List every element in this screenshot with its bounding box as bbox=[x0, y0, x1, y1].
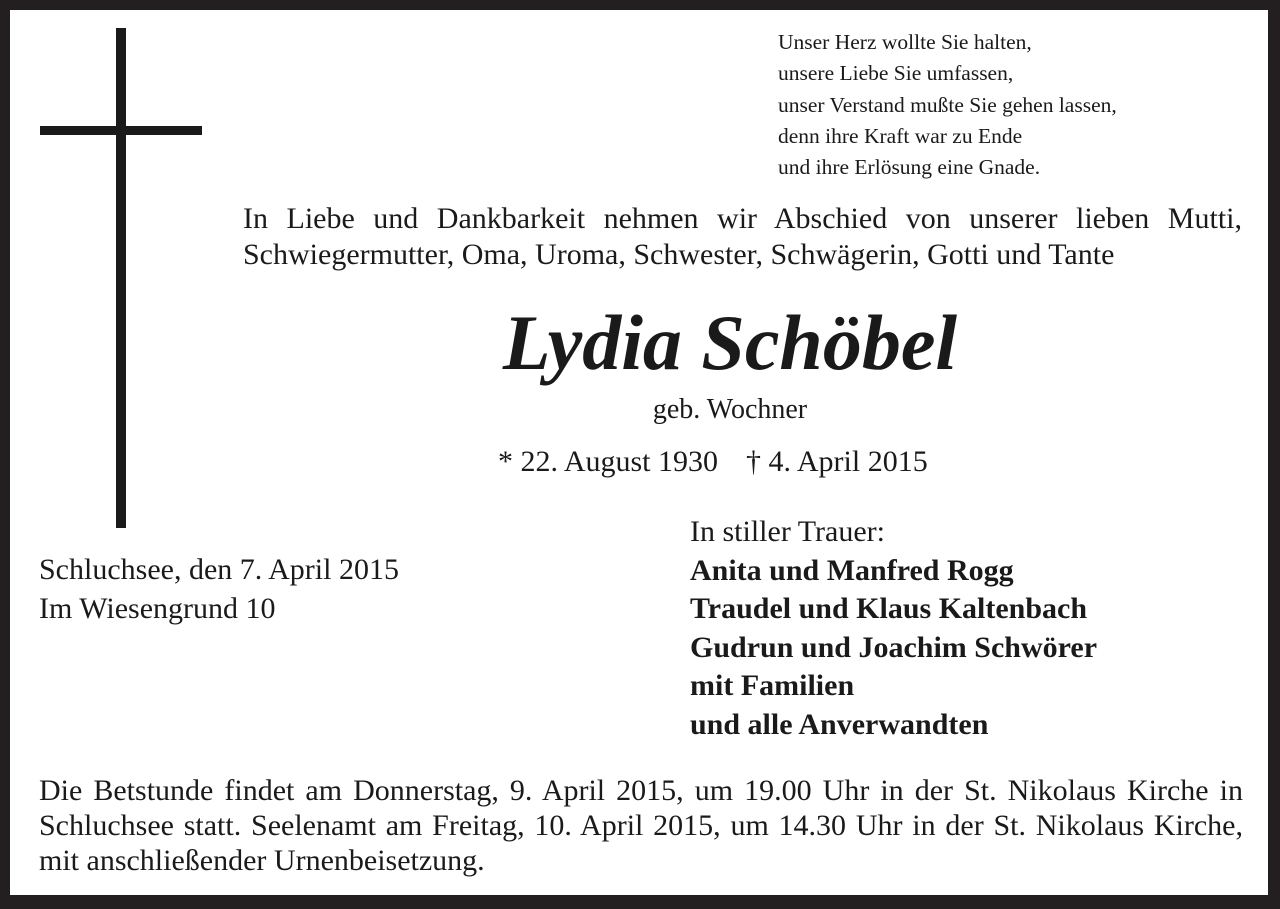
mourner-line: Anita und Manfred Rogg bbox=[690, 553, 1014, 587]
place-date: Schluchsee, den 7. April 2015 bbox=[39, 553, 399, 586]
mourner-line: Traudel und Klaus Kaltenbach bbox=[690, 592, 1088, 625]
poem-line: unser Verstand mußte Sie gehen lassen, bbox=[778, 92, 1117, 117]
mourners bbox=[690, 513, 1097, 744]
service-info: Die Betstunde findet am Donnerstag, 9. April 2015, um 19.00 Uhr in der St. Nikolaus Kirche in Schluchsee statt. Seelenamt am Freitag, 10. April 2015, um 14.30 Uhr in der St. Nikolaus Kirche, mit anschließender Urnenbeisetzung. bbox=[39, 774, 1243, 877]
maiden-name: geb. Wochner bbox=[652, 394, 808, 425]
mourner-line: mit Familien bbox=[690, 669, 855, 702]
deceased-name: Lydia Schöbel bbox=[502, 299, 958, 386]
cross-vertical-bar bbox=[116, 28, 126, 528]
birth-date: * 22. August 1930 bbox=[498, 445, 719, 478]
mourner-line: und alle Anverwandten bbox=[690, 707, 989, 741]
mourners-heading: In stiller Trauer: bbox=[690, 515, 885, 548]
poem-line: und ihre Erlösung eine Gnade. bbox=[778, 155, 1041, 180]
poem-line: denn ihre Kraft war zu Ende bbox=[778, 123, 1023, 148]
poem bbox=[778, 27, 1117, 183]
cross-horizontal-bar bbox=[40, 126, 202, 135]
life-dates bbox=[498, 444, 928, 480]
mourner-line: Gudrun und Joachim Schwörer bbox=[690, 630, 1098, 664]
farewell-text: In Liebe und Dankbarkeit nehmen wir Abschied von unserer lieben Mutti, Schwiegermutter, Oma, Uroma, Schwester, Schwägerin, Gotti und Tante bbox=[243, 202, 1242, 271]
address: Im Wiesengrund 10 bbox=[39, 591, 276, 625]
place-and-address bbox=[39, 551, 399, 628]
death-notice bbox=[10, 10, 1268, 895]
poem-line: Unser Herz wollte Sie halten, bbox=[778, 30, 1032, 54]
poem-line: unsere Liebe Sie umfassen, bbox=[778, 61, 1014, 86]
death-date: † 4. April 2015 bbox=[746, 445, 928, 478]
